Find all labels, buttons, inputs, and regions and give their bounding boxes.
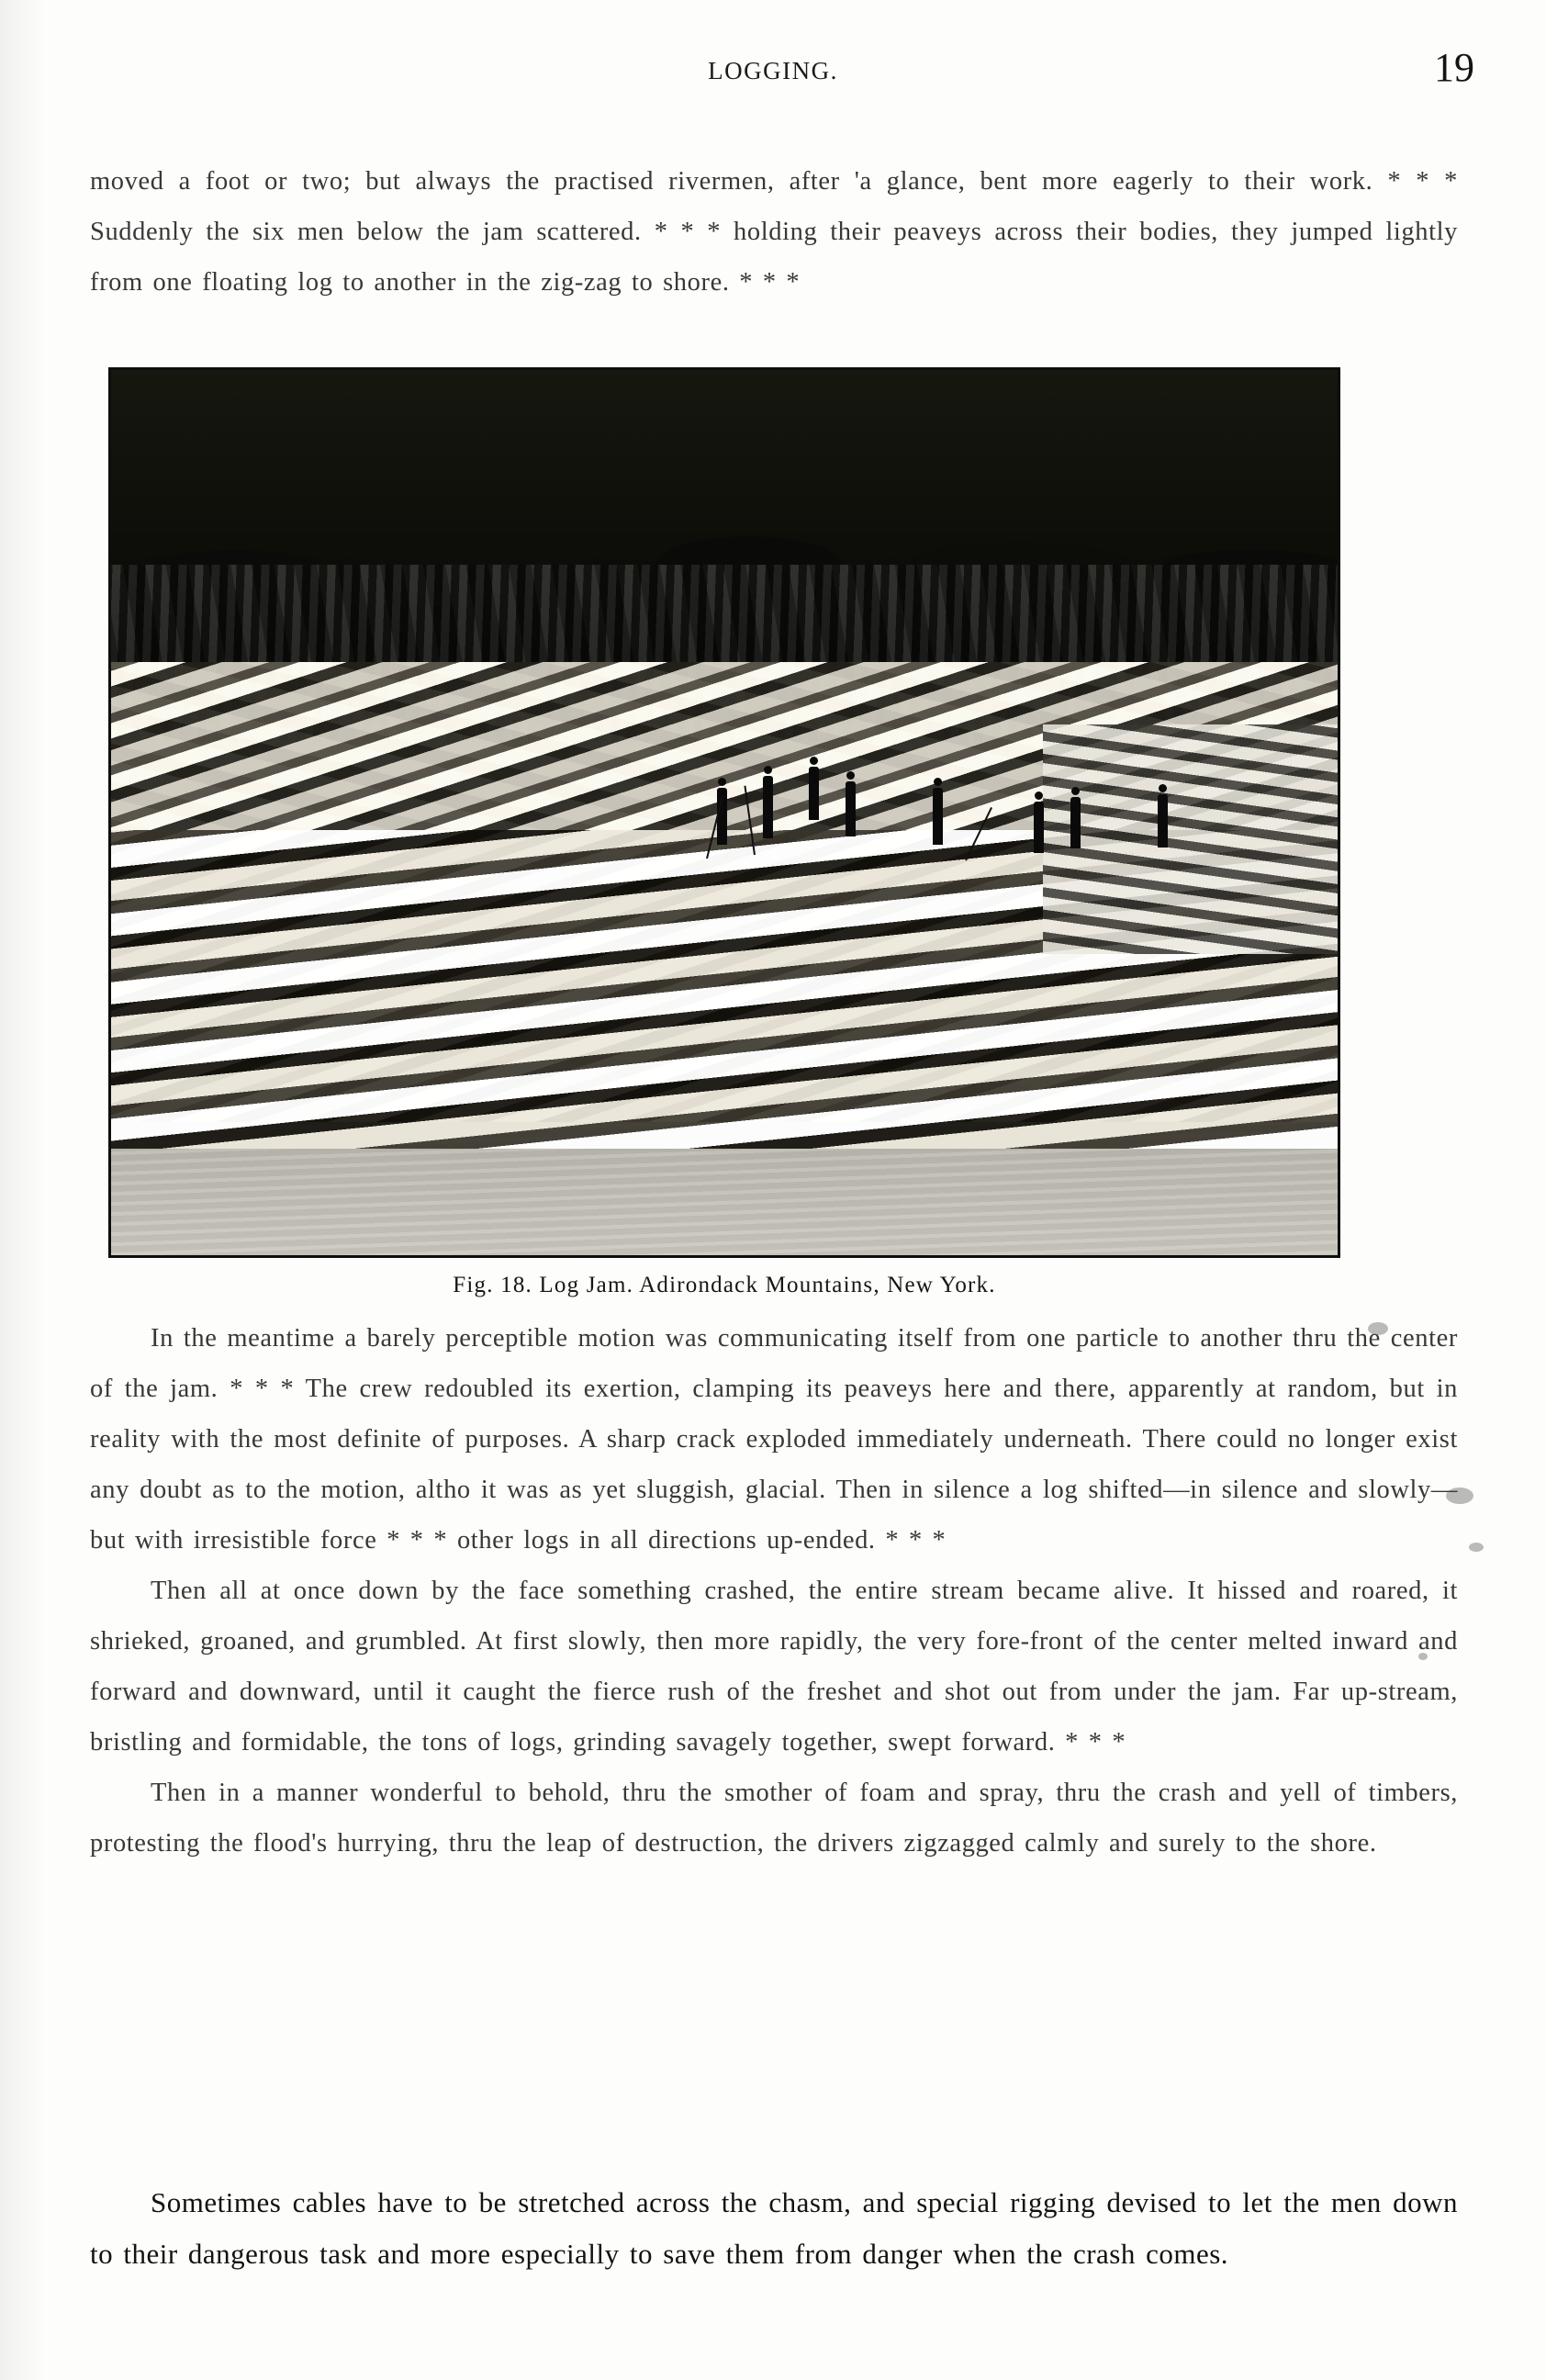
scan-speck: [1418, 1653, 1428, 1660]
body-paragraph-2: Then all at once down by the face something crashed, the entire stream became alive. It hissed and roared, it shrieked, groaned, and grumbled. At first slowly, then more rapidly, the very fore-front of the center melted inward and forward and downward, until it caught the fierce rush of the freshet and shot out from under the jam. Far up-stream, bristling and formidable, the tons of logs, grinding savagely together, swept forward. * * *: [90, 1577, 1458, 1757]
running-head: [0, 45, 1546, 103]
page-number: 19: [1434, 45, 1474, 90]
riverman-figure: [809, 767, 819, 820]
riverman-figure: [1158, 794, 1168, 848]
scan-speck: [1446, 1488, 1473, 1504]
riverman-figure: [933, 788, 943, 845]
body-paragraph-1: In the meantime a barely perceptible motion was communicating itself from one particle to another thru the center of the jam. * * * The crew redoubled its exertion, clamping its peaveys here and there, apparently at random, but in reality with the most definite of purposes. A sharp crack exploded immediately underneath. There could no longer exist any doubt as to the motion, altho it was as yet sluggish, glacial. Then in silence a log shifted—in silence and slowly—but with irresistible force * * * other logs in all directions up-ended. * * *: [90, 1324, 1458, 1555]
riverman-figure: [846, 781, 856, 836]
peavey-tool: [965, 807, 992, 860]
closing-text-block: [90, 2149, 1458, 2308]
riverman-figure: [1070, 797, 1081, 848]
figure-image: [108, 367, 1340, 1258]
scan-speck: [1469, 1543, 1484, 1552]
photo-rivermen: [111, 370, 1338, 1255]
body-paragraph-3: Then in a manner wonderful to behold, thru the smother of foam and spray, thru the crash and yell of timbers, protesting the flood's hurrying, thru the leap of destruction, the drivers zigzagged calmly and surely to the shore.: [90, 1779, 1458, 1858]
peavey-tool: [744, 786, 756, 856]
top-paragraph: moved a foot or two; but always the practised rivermen, after 'a glance, bent more eagerly to their work. * * * Suddenly the six men below the jam scattered. * * * holding their peaveys across their bodies, they jumped lightly from one floating log to another in the zig-zag to shore. * * *: [90, 167, 1458, 297]
figure-18: [108, 367, 1340, 1298]
closing-paragraph: Sometimes cables have to be stretched across the chasm, and special rigging devised to let the men down to their dangerous task and more especially to save them from danger when the crash comes.: [90, 2186, 1458, 2270]
riverman-figure: [763, 776, 773, 838]
figure-caption: Fig. 18. Log Jam. Adirondack Mountains, New York.: [453, 1273, 996, 1297]
running-head-title: LOGGING.: [708, 57, 838, 84]
scan-speck: [1368, 1322, 1388, 1335]
body-text-block: [90, 1313, 1458, 1869]
top-paragraph-block: [90, 156, 1458, 308]
scan-edge-shadow: [0, 0, 46, 2380]
riverman-figure: [1034, 802, 1044, 853]
